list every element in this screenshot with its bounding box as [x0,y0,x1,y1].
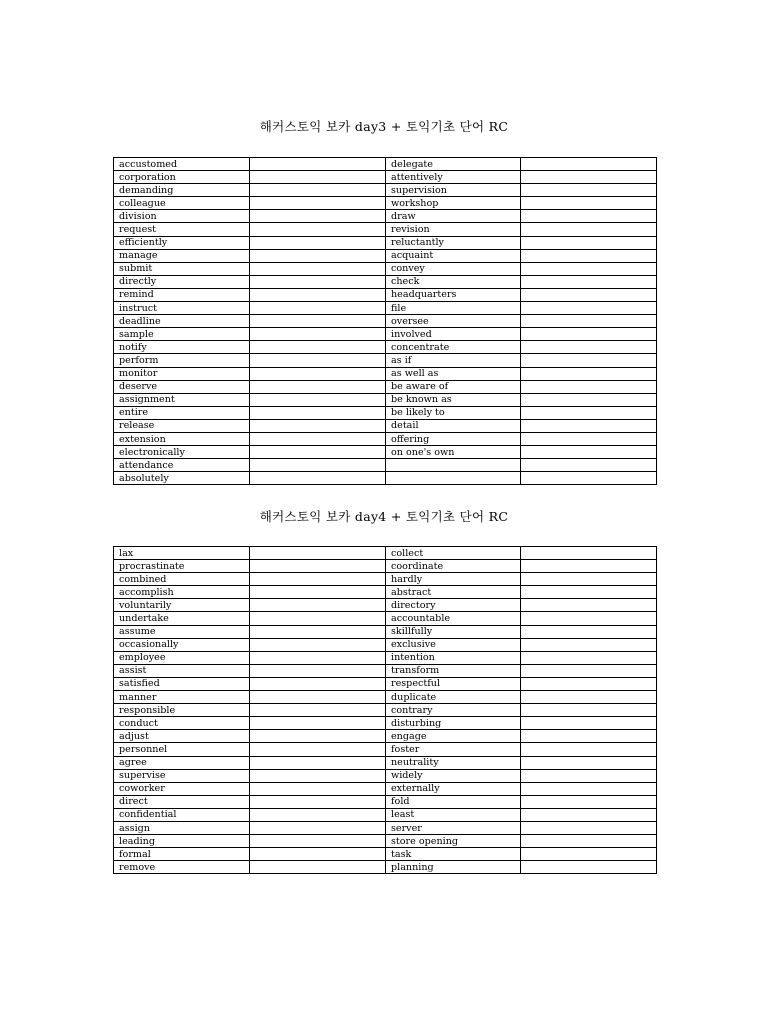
word-cell: submit [114,262,250,275]
word-cell: on one's own [386,446,521,459]
answer-blank-cell [521,236,657,249]
word-cell: efficiently [114,236,250,249]
answer-blank-cell [521,547,657,560]
answer-blank-cell [250,782,386,795]
answer-blank-cell [521,197,657,210]
table-row [114,315,657,328]
table-row [114,808,657,821]
answer-blank-cell [250,861,386,874]
word-cell: convey [386,262,521,275]
word-cell: direct [114,795,250,808]
answer-blank-cell [521,664,657,677]
answer-blank-cell [250,795,386,808]
word-cell: entire [114,406,250,419]
word-cell: delegate [386,158,521,171]
word-cell: be aware of [386,380,521,393]
answer-blank-cell [250,249,386,262]
answer-blank-cell [250,586,386,599]
table-row [114,638,657,651]
table-row [114,625,657,638]
word-cell: occasionally [114,638,250,651]
answer-blank-cell [521,275,657,288]
word-cell: division [114,210,250,223]
answer-blank-cell [250,599,386,612]
answer-blank-cell [250,651,386,664]
answer-blank-cell [250,223,386,236]
answer-blank-cell [250,560,386,573]
table-row [114,446,657,459]
answer-blank-cell [250,848,386,861]
answer-blank-cell [521,354,657,367]
word-cell: foster [386,743,521,756]
table-row [114,599,657,612]
answer-blank-cell [521,288,657,301]
word-cell [386,459,521,472]
word-cell: be likely to [386,406,521,419]
table-row [114,756,657,769]
word-cell: remove [114,861,250,874]
word-cell: assume [114,625,250,638]
word-cell: undertake [114,612,250,625]
answer-blank-cell [521,704,657,717]
word-cell: headquarters [386,288,521,301]
table-row [114,704,657,717]
word-cell: exclusive [386,638,521,651]
answer-blank-cell [250,393,386,406]
answer-blank-cell [521,328,657,341]
word-cell: procrastinate [114,560,250,573]
word-cell: file [386,302,521,315]
answer-blank-cell [250,315,386,328]
answer-blank-cell [521,406,657,419]
answer-blank-cell [521,612,657,625]
word-cell: assign [114,821,250,834]
table-row [114,419,657,432]
word-cell: revision [386,223,521,236]
table-row [114,861,657,874]
word-cell: sample [114,328,250,341]
word-cell: request [114,223,250,236]
word-cell: store opening [386,835,521,848]
word-cell: accustomed [114,158,250,171]
answer-blank-cell [250,677,386,690]
table-row [114,249,657,262]
word-cell: employee [114,651,250,664]
answer-blank-cell [250,808,386,821]
word-cell: deadline [114,315,250,328]
word-cell: formal [114,848,250,861]
word-cell: corporation [114,171,250,184]
answer-blank-cell [521,341,657,354]
table-row [114,380,657,393]
word-cell: concentrate [386,341,521,354]
answer-blank-cell [250,432,386,445]
word-cell: collect [386,547,521,560]
answer-blank-cell [250,446,386,459]
answer-blank-cell [250,288,386,301]
word-cell: assignment [114,393,250,406]
answer-blank-cell [521,472,657,485]
word-cell: draw [386,210,521,223]
table-row [114,651,657,664]
table-row [114,573,657,586]
answer-blank-cell [521,586,657,599]
answer-blank-cell [250,835,386,848]
section-title-day4: 해커스토익 보카 day4 + 토익기초 단어 RC [259,509,509,524]
word-cell: disturbing [386,717,521,730]
word-cell: attentively [386,171,521,184]
word-cell: absolutely [114,472,250,485]
table-row [114,848,657,861]
answer-blank-cell [521,367,657,380]
word-cell: coworker [114,782,250,795]
table-row [114,393,657,406]
word-cell: responsible [114,704,250,717]
answer-blank-cell [250,730,386,743]
answer-blank-cell [521,677,657,690]
section-title-day3: 해커스토익 보카 day3 + 토익기초 단어 RC [259,119,509,134]
answer-blank-cell [250,459,386,472]
word-cell: detail [386,419,521,432]
word-cell: offering [386,432,521,445]
table-row [114,795,657,808]
answer-blank-cell [250,354,386,367]
word-cell: remind [114,288,250,301]
table-row [114,328,657,341]
answer-blank-cell [521,419,657,432]
answer-blank-cell [250,756,386,769]
table-row [114,262,657,275]
answer-blank-cell [250,573,386,586]
answer-blank-cell [250,717,386,730]
table-row [114,743,657,756]
answer-blank-cell [250,625,386,638]
table-row [114,472,657,485]
answer-blank-cell [250,302,386,315]
answer-blank-cell [250,197,386,210]
table-row [114,432,657,445]
word-cell: oversee [386,315,521,328]
answer-blank-cell [250,547,386,560]
word-cell [386,472,521,485]
answer-blank-cell [521,380,657,393]
answer-blank-cell [250,664,386,677]
answer-blank-cell [521,599,657,612]
answer-blank-cell [521,393,657,406]
table-row [114,302,657,315]
answer-blank-cell [521,795,657,808]
word-cell: as well as [386,367,521,380]
word-cell: acquaint [386,249,521,262]
answer-blank-cell [250,210,386,223]
word-cell: manner [114,691,250,704]
answer-blank-cell [521,625,657,638]
table-row [114,275,657,288]
word-cell: confidential [114,808,250,821]
answer-blank-cell [250,612,386,625]
table-row [114,406,657,419]
answer-blank-cell [250,743,386,756]
answer-blank-cell [250,328,386,341]
word-cell: as if [386,354,521,367]
word-cell: duplicate [386,691,521,704]
word-cell: voluntarily [114,599,250,612]
word-cell: assist [114,664,250,677]
answer-blank-cell [250,341,386,354]
word-cell: check [386,275,521,288]
answer-blank-cell [521,769,657,782]
answer-blank-cell [250,236,386,249]
answer-blank-cell [250,472,386,485]
word-cell: lax [114,547,250,560]
word-cell: directory [386,599,521,612]
word-cell: involved [386,328,521,341]
answer-blank-cell [521,756,657,769]
table-row [114,730,657,743]
answer-blank-cell [250,406,386,419]
word-cell: respectful [386,677,521,690]
answer-blank-cell [250,171,386,184]
word-cell: supervise [114,769,250,782]
table-row [114,236,657,249]
word-cell: skillfully [386,625,521,638]
word-cell: server [386,821,521,834]
word-cell: release [114,419,250,432]
word-cell: least [386,808,521,821]
word-cell: conduct [114,717,250,730]
table-row [114,341,657,354]
answer-blank-cell [521,158,657,171]
word-cell: manage [114,249,250,262]
table-row [114,769,657,782]
table-row [114,197,657,210]
word-cell: extension [114,432,250,445]
word-cell: hardly [386,573,521,586]
word-cell: combined [114,573,250,586]
answer-blank-cell [521,459,657,472]
answer-blank-cell [250,275,386,288]
answer-blank-cell [521,446,657,459]
answer-blank-cell [250,769,386,782]
answer-blank-cell [521,821,657,834]
answer-blank-cell [250,367,386,380]
table-row [114,354,657,367]
word-cell: widely [386,769,521,782]
table-row [114,171,657,184]
answer-blank-cell [250,419,386,432]
answer-blank-cell [521,573,657,586]
table-row [114,677,657,690]
word-cell: contrary [386,704,521,717]
word-cell: directly [114,275,250,288]
word-cell: reluctantly [386,236,521,249]
answer-blank-cell [250,262,386,275]
word-cell: attendance [114,459,250,472]
word-cell: colleague [114,197,250,210]
word-cell: accomplish [114,586,250,599]
table-row [114,586,657,599]
answer-blank-cell [521,861,657,874]
answer-blank-cell [521,651,657,664]
table-row [114,288,657,301]
table-row [114,560,657,573]
table-row [114,547,657,560]
word-cell: deserve [114,380,250,393]
answer-blank-cell [250,821,386,834]
word-cell: planning [386,861,521,874]
word-cell: externally [386,782,521,795]
word-cell: intention [386,651,521,664]
word-cell: personnel [114,743,250,756]
answer-blank-cell [521,249,657,262]
answer-blank-cell [521,223,657,236]
table-row [114,717,657,730]
word-cell: fold [386,795,521,808]
table-row [114,691,657,704]
answer-blank-cell [250,184,386,197]
answer-blank-cell [250,158,386,171]
answer-blank-cell [521,432,657,445]
table-row [114,210,657,223]
table-row [114,612,657,625]
answer-blank-cell [521,560,657,573]
answer-blank-cell [250,638,386,651]
table-row [114,821,657,834]
word-cell: supervision [386,184,521,197]
word-cell: transform [386,664,521,677]
answer-blank-cell [521,717,657,730]
answer-blank-cell [521,730,657,743]
answer-blank-cell [521,808,657,821]
answer-blank-cell [521,210,657,223]
word-cell: demanding [114,184,250,197]
answer-blank-cell [250,691,386,704]
word-cell: instruct [114,302,250,315]
word-cell: electronically [114,446,250,459]
answer-blank-cell [521,691,657,704]
word-cell: engage [386,730,521,743]
word-cell: perform [114,354,250,367]
answer-blank-cell [521,171,657,184]
word-cell: adjust [114,730,250,743]
word-cell: monitor [114,367,250,380]
answer-blank-cell [521,782,657,795]
table-row [114,459,657,472]
table-row [114,664,657,677]
table-row [114,367,657,380]
word-cell: task [386,848,521,861]
table-row [114,158,657,171]
answer-blank-cell [521,638,657,651]
answer-blank-cell [521,302,657,315]
word-cell: neutrality [386,756,521,769]
table-row [114,223,657,236]
answer-blank-cell [250,380,386,393]
table-row [114,184,657,197]
table-row [114,782,657,795]
word-cell: abstract [386,586,521,599]
table-row [114,835,657,848]
word-cell: satisfied [114,677,250,690]
vocab-table-day4 [113,546,657,874]
answer-blank-cell [521,315,657,328]
word-cell: accountable [386,612,521,625]
answer-blank-cell [521,848,657,861]
answer-blank-cell [250,704,386,717]
answer-blank-cell [521,262,657,275]
answer-blank-cell [521,743,657,756]
word-cell: leading [114,835,250,848]
word-cell: agree [114,756,250,769]
word-cell: coordinate [386,560,521,573]
word-cell: be known as [386,393,521,406]
answer-blank-cell [521,835,657,848]
word-cell: notify [114,341,250,354]
word-cell: workshop [386,197,521,210]
answer-blank-cell [521,184,657,197]
vocab-table-day3 [113,157,657,485]
